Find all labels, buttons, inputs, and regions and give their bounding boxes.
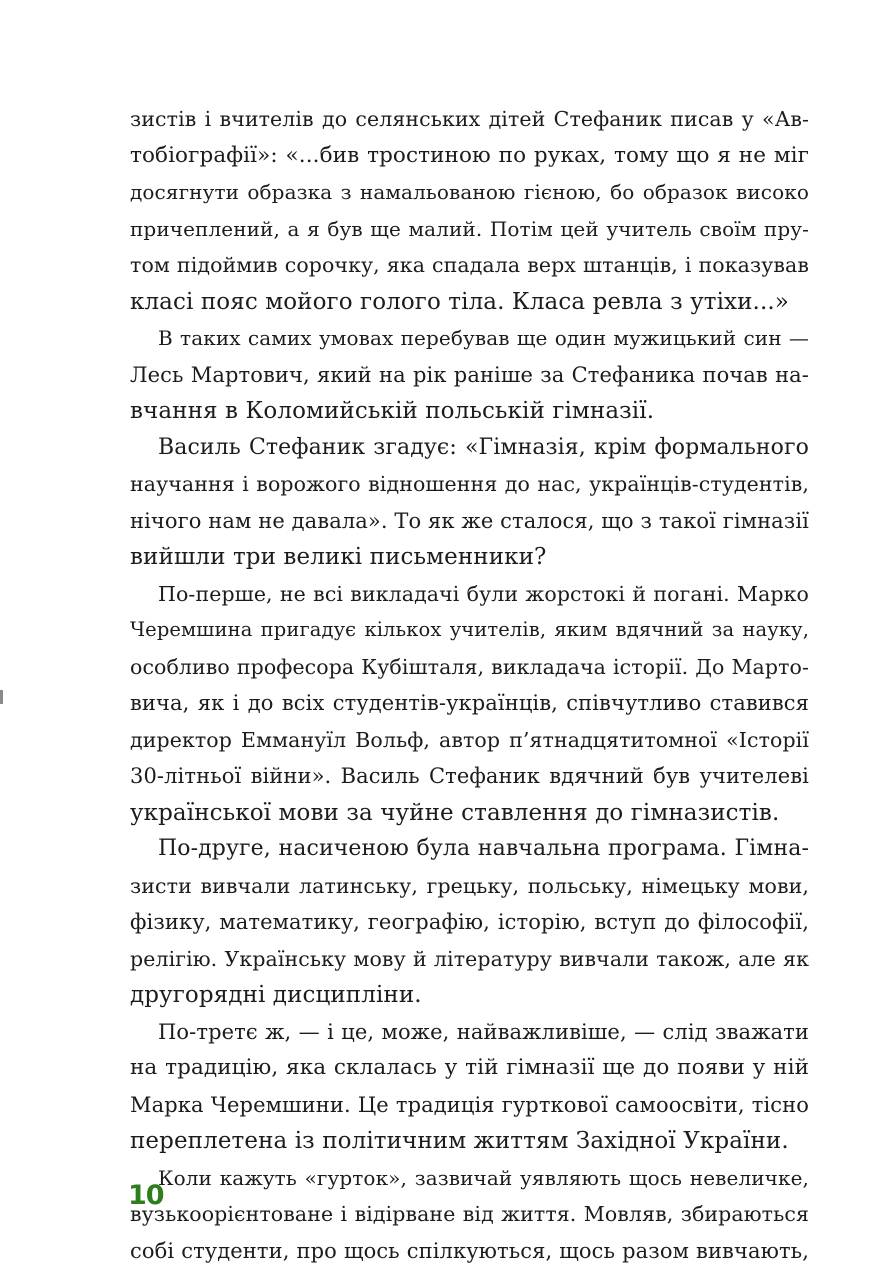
text-line: фізику, математику, географію, історію, вступ до філософії, xyxy=(130,910,809,934)
text-line: Черемшина пригадує кількох учителів, яким вдячний за науку, xyxy=(130,618,809,641)
text-line: Лесь Мартович, який на рік раніше за Стефаника почав на- xyxy=(130,362,809,387)
text-line: вийшли три великі письменники? xyxy=(130,544,547,570)
text-line: вузькоорієнтоване і відірване від життя. Мовляв, збираються xyxy=(130,1202,809,1226)
text-line: вича, як і до всіх студентів-українців, співчутливо ставився xyxy=(130,691,809,715)
text-line: класі пояс мойого голого тіла. Класа ревла з утіхи...» xyxy=(130,288,789,315)
body-text xyxy=(130,101,809,1269)
text-line: научання і ворожого відношення до нас, українців-студентів, xyxy=(130,472,809,496)
text-line: нічого нам не давала». То як же сталося, що з такої гімназії xyxy=(130,508,809,533)
text-line: 30-літньої війни». Василь Стефаник вдячний був учителеві xyxy=(130,764,809,788)
text-line: тобіографії»: «...бив тростиною по руках, тому що я не міг xyxy=(130,142,809,168)
text-line: другорядні дисципліни. xyxy=(130,982,422,1008)
text-line: вчання в Коломийській польській гімназії. xyxy=(130,398,655,424)
text-line: По-перше, не всі викладачі були жорстокі й погані. Марко xyxy=(158,581,809,606)
text-line: Василь Стефаник згадує: «Гімназія, крім формального xyxy=(158,434,809,460)
text-line: української мови за чуйне ставлення до гімназистів. xyxy=(130,799,780,826)
text-line: Марка Черемшини. Це традиція гурткової самоосвіти, тісно xyxy=(130,1092,809,1117)
text-line: причеплений, а я був ще малий. Потім цей учитель своїм пру- xyxy=(130,216,809,241)
page-edge-mark xyxy=(0,690,3,704)
text-line: Коли кажуть «гурток», зазвичай уявляють щось невеличке, xyxy=(158,1165,809,1190)
text-line: директор Еммануїл Вольф, автор п’ятнадцятитомної «Історії xyxy=(130,727,809,752)
text-line: досягнути образка з намальованою гієною, бо образок високо xyxy=(130,180,809,204)
text-line: релігію. Українську мову й літературу вивчали також, але як xyxy=(130,946,809,971)
text-line: на традицію, яка склалась у тій гімназії ще до появи у ній xyxy=(130,1055,809,1080)
text-line: том підоймив сорочку, яка спадала верх штанців, і показував xyxy=(130,253,809,277)
text-line: По-третє ж, — і це, може, найважливіше, — слід зважати xyxy=(158,1019,809,1044)
text-line: переплетена із політичним життям Західної України. xyxy=(130,1128,789,1154)
text-line: В таких самих умовах перебував ще один мужицький син — xyxy=(158,326,809,350)
page-number: 10 xyxy=(128,1180,164,1211)
text-line: По-друге, насиченою була навчальна програма. Гімна- xyxy=(158,836,809,861)
text-line: зисти вивчали латинську, грецьку, польську, німецьку мови, xyxy=(130,873,809,898)
text-line: особливо професора Кубішталя, викладача історії. До Марто- xyxy=(130,654,809,679)
text-line: зистів і вчителів до селянських дітей Стефаник писав у «Ав- xyxy=(130,107,809,131)
text-line: собі студенти, про щось спілкуються, щось разом вивчають, xyxy=(130,1238,809,1263)
